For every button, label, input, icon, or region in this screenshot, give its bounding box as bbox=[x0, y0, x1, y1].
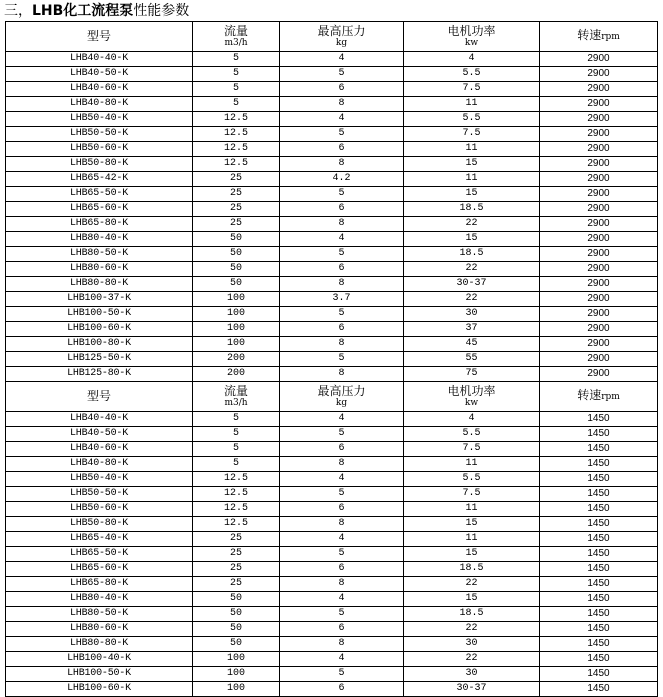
table-row bbox=[6, 667, 658, 682]
cell-model: LHB50-60-K bbox=[6, 142, 193, 157]
header-flow-unit: m3/h bbox=[224, 398, 248, 408]
cell-pressure: 8 bbox=[280, 157, 404, 172]
cell-model: LHB80-60-K bbox=[6, 622, 193, 637]
table-row bbox=[6, 157, 658, 172]
table-row bbox=[6, 562, 658, 577]
header-pressure-label: 最高压力 bbox=[317, 24, 366, 38]
cell-model: LHB65-50-K bbox=[6, 547, 193, 562]
cell-speed: 2900 bbox=[540, 112, 658, 127]
cell-flow: 100 bbox=[193, 667, 280, 682]
cell-flow: 12.5 bbox=[193, 472, 280, 487]
cell-model: LHB65-80-K bbox=[6, 217, 193, 232]
cell-power: 75 bbox=[404, 367, 540, 382]
cell-power: 18.5 bbox=[404, 607, 540, 622]
cell-speed: 2900 bbox=[540, 127, 658, 142]
header-pressure-unit: kg bbox=[335, 398, 348, 408]
cell-power: 5.5 bbox=[404, 112, 540, 127]
table-row bbox=[6, 487, 658, 502]
cell-model: LHB50-80-K bbox=[6, 517, 193, 532]
cell-model: LHB40-80-K bbox=[6, 457, 193, 472]
header-speed-unit: rpm bbox=[601, 32, 620, 42]
cell-flow: 50 bbox=[193, 262, 280, 277]
cell-pressure: 8 bbox=[280, 277, 404, 292]
cell-speed: 1450 bbox=[540, 427, 658, 442]
cell-speed: 1450 bbox=[540, 442, 658, 457]
cell-speed: 1450 bbox=[540, 637, 658, 652]
cell-pressure: 8 bbox=[280, 217, 404, 232]
cell-pressure: 6 bbox=[280, 502, 404, 517]
cell-pressure: 4 bbox=[280, 652, 404, 667]
cell-pressure: 6 bbox=[280, 682, 404, 697]
cell-flow: 25 bbox=[193, 217, 280, 232]
cell-power: 4 bbox=[404, 52, 540, 67]
cell-model: LHB100-60-K bbox=[6, 322, 193, 337]
cell-flow: 12.5 bbox=[193, 487, 280, 502]
table-row bbox=[6, 232, 658, 247]
cell-pressure: 6 bbox=[280, 562, 404, 577]
header-pressure-label: 最高压力 bbox=[317, 384, 366, 398]
cell-pressure: 4.2 bbox=[280, 172, 404, 187]
cell-model: LHB100-50-K bbox=[6, 667, 193, 682]
cell-speed: 2900 bbox=[540, 232, 658, 247]
cell-pressure: 4 bbox=[280, 232, 404, 247]
cell-power: 15 bbox=[404, 592, 540, 607]
cell-power: 18.5 bbox=[404, 202, 540, 217]
table-row bbox=[6, 442, 658, 457]
title-prefix: 三， bbox=[4, 3, 32, 19]
cell-power: 11 bbox=[404, 457, 540, 472]
cell-pressure: 5 bbox=[280, 67, 404, 82]
cell-speed: 2900 bbox=[540, 52, 658, 67]
cell-flow: 5 bbox=[193, 97, 280, 112]
cell-power: 4 bbox=[404, 412, 540, 427]
cell-model: LHB125-50-K bbox=[6, 352, 193, 367]
cell-power: 30-37 bbox=[404, 682, 540, 697]
cell-flow: 50 bbox=[193, 637, 280, 652]
cell-flow: 5 bbox=[193, 442, 280, 457]
cell-power: 7.5 bbox=[404, 127, 540, 142]
cell-model: LHB80-40-K bbox=[6, 592, 193, 607]
cell-model: LHB65-60-K bbox=[6, 202, 193, 217]
cell-power: 15 bbox=[404, 157, 540, 172]
cell-flow: 25 bbox=[193, 187, 280, 202]
header-speed-unit: rpm bbox=[601, 392, 620, 402]
cell-flow: 12.5 bbox=[193, 157, 280, 172]
cell-model: LHB65-80-K bbox=[6, 577, 193, 592]
table-row bbox=[6, 262, 658, 277]
table-row bbox=[6, 412, 658, 427]
header-power bbox=[404, 382, 540, 412]
cell-speed: 1450 bbox=[540, 667, 658, 682]
table-row bbox=[6, 202, 658, 217]
cell-model: LHB80-80-K bbox=[6, 277, 193, 292]
table-row bbox=[6, 322, 658, 337]
cell-pressure: 8 bbox=[280, 457, 404, 472]
cell-speed: 2900 bbox=[540, 187, 658, 202]
table-row bbox=[6, 427, 658, 442]
cell-power: 30-37 bbox=[404, 277, 540, 292]
title-suffix: 性能参数 bbox=[133, 3, 190, 19]
table-row bbox=[6, 142, 658, 157]
cell-power: 18.5 bbox=[404, 562, 540, 577]
cell-power: 30 bbox=[404, 667, 540, 682]
cell-speed: 1450 bbox=[540, 682, 658, 697]
cell-pressure: 5 bbox=[280, 547, 404, 562]
cell-speed: 2900 bbox=[540, 277, 658, 292]
cell-pressure: 6 bbox=[280, 622, 404, 637]
cell-power: 11 bbox=[404, 532, 540, 547]
cell-pressure: 4 bbox=[280, 52, 404, 67]
cell-model: LHB40-80-K bbox=[6, 97, 193, 112]
cell-flow: 25 bbox=[193, 547, 280, 562]
cell-model: LHB125-80-K bbox=[6, 367, 193, 382]
cell-flow: 50 bbox=[193, 277, 280, 292]
cell-pressure: 6 bbox=[280, 142, 404, 157]
table-row bbox=[6, 682, 658, 697]
cell-pressure: 8 bbox=[280, 367, 404, 382]
cell-power: 30 bbox=[404, 637, 540, 652]
cell-power: 5.5 bbox=[404, 427, 540, 442]
cell-model: LHB65-42-K bbox=[6, 172, 193, 187]
cell-power: 37 bbox=[404, 322, 540, 337]
cell-pressure: 8 bbox=[280, 637, 404, 652]
cell-pressure: 6 bbox=[280, 202, 404, 217]
table-row bbox=[6, 637, 658, 652]
header-speed-label: 转速 bbox=[577, 28, 602, 42]
cell-pressure: 4 bbox=[280, 592, 404, 607]
cell-speed: 1450 bbox=[540, 487, 658, 502]
table-row bbox=[6, 307, 658, 322]
cell-flow: 100 bbox=[193, 292, 280, 307]
cell-speed: 1450 bbox=[540, 532, 658, 547]
table-row bbox=[6, 67, 658, 82]
cell-flow: 50 bbox=[193, 247, 280, 262]
header-pressure bbox=[280, 382, 404, 412]
cell-pressure: 5 bbox=[280, 187, 404, 202]
cell-speed: 2900 bbox=[540, 262, 658, 277]
cell-flow: 12.5 bbox=[193, 502, 280, 517]
header-power-label: 电机功率 bbox=[447, 24, 496, 38]
cell-model: LHB50-80-K bbox=[6, 157, 193, 172]
cell-flow: 5 bbox=[193, 412, 280, 427]
cell-model: LHB65-60-K bbox=[6, 562, 193, 577]
header-speed-label: 转速 bbox=[577, 388, 602, 402]
cell-speed: 2900 bbox=[540, 97, 658, 112]
cell-power: 15 bbox=[404, 232, 540, 247]
cell-speed: 1450 bbox=[540, 562, 658, 577]
header-model bbox=[6, 22, 193, 52]
cell-model: LHB100-50-K bbox=[6, 307, 193, 322]
cell-model: LHB50-60-K bbox=[6, 502, 193, 517]
table-row bbox=[6, 127, 658, 142]
cell-flow: 100 bbox=[193, 682, 280, 697]
cell-flow: 25 bbox=[193, 202, 280, 217]
table-row bbox=[6, 187, 658, 202]
cell-flow: 50 bbox=[193, 607, 280, 622]
table-row bbox=[6, 52, 658, 67]
cell-pressure: 6 bbox=[280, 322, 404, 337]
header-power bbox=[404, 22, 540, 52]
cell-power: 55 bbox=[404, 352, 540, 367]
cell-pressure: 5 bbox=[280, 667, 404, 682]
cell-flow: 100 bbox=[193, 652, 280, 667]
cell-power: 7.5 bbox=[404, 82, 540, 97]
cell-pressure: 5 bbox=[280, 427, 404, 442]
cell-power: 22 bbox=[404, 217, 540, 232]
cell-model: LHB65-50-K bbox=[6, 187, 193, 202]
cell-flow: 200 bbox=[193, 352, 280, 367]
cell-power: 30 bbox=[404, 307, 540, 322]
table-row bbox=[6, 352, 658, 367]
header-power-unit: kw bbox=[464, 38, 479, 48]
cell-flow: 5 bbox=[193, 67, 280, 82]
cell-flow: 12.5 bbox=[193, 517, 280, 532]
cell-power: 22 bbox=[404, 577, 540, 592]
cell-power: 45 bbox=[404, 337, 540, 352]
page-title bbox=[4, 1, 189, 21]
table-row bbox=[6, 82, 658, 97]
cell-speed: 1450 bbox=[540, 622, 658, 637]
cell-flow: 5 bbox=[193, 82, 280, 97]
header-model bbox=[6, 382, 193, 412]
cell-power: 15 bbox=[404, 517, 540, 532]
table-row bbox=[6, 337, 658, 352]
cell-pressure: 3.7 bbox=[280, 292, 404, 307]
table-row bbox=[6, 532, 658, 547]
cell-model: LHB40-40-K bbox=[6, 412, 193, 427]
cell-power: 5.5 bbox=[404, 67, 540, 82]
cell-pressure: 6 bbox=[280, 262, 404, 277]
table-row bbox=[6, 97, 658, 112]
cell-pressure: 5 bbox=[280, 487, 404, 502]
table-row bbox=[6, 457, 658, 472]
cell-pressure: 4 bbox=[280, 412, 404, 427]
cell-power: 11 bbox=[404, 97, 540, 112]
cell-power: 22 bbox=[404, 622, 540, 637]
cell-model: LHB40-40-K bbox=[6, 52, 193, 67]
table-row bbox=[6, 172, 658, 187]
cell-speed: 2900 bbox=[540, 142, 658, 157]
header-flow-unit: m3/h bbox=[224, 38, 248, 48]
cell-flow: 5 bbox=[193, 427, 280, 442]
table-row bbox=[6, 652, 658, 667]
cell-model: LHB50-50-K bbox=[6, 127, 193, 142]
cell-power: 7.5 bbox=[404, 442, 540, 457]
title-bold: LHB化工流程泵 bbox=[32, 3, 134, 19]
cell-flow: 25 bbox=[193, 562, 280, 577]
cell-speed: 1450 bbox=[540, 592, 658, 607]
cell-flow: 100 bbox=[193, 337, 280, 352]
cell-power: 5.5 bbox=[404, 472, 540, 487]
table-row bbox=[6, 622, 658, 637]
cell-flow: 100 bbox=[193, 307, 280, 322]
cell-speed: 2900 bbox=[540, 67, 658, 82]
cell-speed: 2900 bbox=[540, 172, 658, 187]
cell-speed: 1450 bbox=[540, 472, 658, 487]
header-model-label: 型号 bbox=[86, 29, 111, 43]
cell-speed: 2900 bbox=[540, 82, 658, 97]
cell-speed: 1450 bbox=[540, 547, 658, 562]
table-row bbox=[6, 292, 658, 307]
cell-pressure: 5 bbox=[280, 607, 404, 622]
table-row bbox=[6, 592, 658, 607]
cell-speed: 2900 bbox=[540, 322, 658, 337]
cell-speed: 1450 bbox=[540, 517, 658, 532]
cell-speed: 1450 bbox=[540, 412, 658, 427]
header-power-label: 电机功率 bbox=[447, 384, 496, 398]
header-flow-label: 流量 bbox=[223, 384, 248, 398]
cell-model: LHB50-40-K bbox=[6, 112, 193, 127]
cell-flow: 200 bbox=[193, 367, 280, 382]
header-flow bbox=[193, 22, 280, 52]
cell-speed: 1450 bbox=[540, 607, 658, 622]
cell-pressure: 8 bbox=[280, 97, 404, 112]
cell-pressure: 4 bbox=[280, 112, 404, 127]
table-row bbox=[6, 367, 658, 382]
cell-flow: 50 bbox=[193, 232, 280, 247]
cell-flow: 12.5 bbox=[193, 112, 280, 127]
cell-speed: 2900 bbox=[540, 157, 658, 172]
cell-flow: 25 bbox=[193, 172, 280, 187]
cell-speed: 2900 bbox=[540, 217, 658, 232]
cell-speed: 1450 bbox=[540, 577, 658, 592]
table-row bbox=[6, 247, 658, 262]
cell-model: LHB80-50-K bbox=[6, 607, 193, 622]
header-flow bbox=[193, 382, 280, 412]
cell-model: LHB50-50-K bbox=[6, 487, 193, 502]
header-row bbox=[6, 22, 658, 52]
cell-power: 22 bbox=[404, 292, 540, 307]
table-row bbox=[6, 217, 658, 232]
cell-model: LHB100-37-K bbox=[6, 292, 193, 307]
table-row bbox=[6, 607, 658, 622]
table-row bbox=[6, 472, 658, 487]
cell-speed: 2900 bbox=[540, 247, 658, 262]
cell-power: 11 bbox=[404, 172, 540, 187]
cell-speed: 2900 bbox=[540, 202, 658, 217]
cell-power: 22 bbox=[404, 262, 540, 277]
header-power-unit: kw bbox=[464, 398, 479, 408]
cell-flow: 5 bbox=[193, 457, 280, 472]
cell-power: 15 bbox=[404, 187, 540, 202]
cell-flow: 12.5 bbox=[193, 127, 280, 142]
cell-pressure: 8 bbox=[280, 337, 404, 352]
cell-model: LHB100-60-K bbox=[6, 682, 193, 697]
header-speed bbox=[540, 382, 658, 412]
cell-speed: 1450 bbox=[540, 652, 658, 667]
cell-model: LHB80-50-K bbox=[6, 247, 193, 262]
cell-model: LHB40-60-K bbox=[6, 442, 193, 457]
table-row bbox=[6, 112, 658, 127]
table-row bbox=[6, 547, 658, 562]
cell-power: 11 bbox=[404, 142, 540, 157]
cell-pressure: 6 bbox=[280, 82, 404, 97]
cell-power: 7.5 bbox=[404, 487, 540, 502]
header-speed bbox=[540, 22, 658, 52]
cell-model: LHB80-40-K bbox=[6, 232, 193, 247]
cell-pressure: 8 bbox=[280, 517, 404, 532]
cell-speed: 2900 bbox=[540, 367, 658, 382]
cell-speed: 1450 bbox=[540, 502, 658, 517]
table-row bbox=[6, 502, 658, 517]
cell-flow: 50 bbox=[193, 592, 280, 607]
header-pressure-unit: kg bbox=[335, 38, 348, 48]
cell-pressure: 5 bbox=[280, 352, 404, 367]
cell-speed: 2900 bbox=[540, 337, 658, 352]
cell-power: 15 bbox=[404, 547, 540, 562]
table-row bbox=[6, 277, 658, 292]
cell-pressure: 6 bbox=[280, 442, 404, 457]
cell-pressure: 5 bbox=[280, 127, 404, 142]
cell-speed: 2900 bbox=[540, 292, 658, 307]
header-row bbox=[6, 382, 658, 412]
cell-model: LHB40-50-K bbox=[6, 427, 193, 442]
cell-pressure: 5 bbox=[280, 307, 404, 322]
cell-pressure: 4 bbox=[280, 472, 404, 487]
cell-pressure: 5 bbox=[280, 247, 404, 262]
cell-pressure: 4 bbox=[280, 532, 404, 547]
cell-speed: 2900 bbox=[540, 307, 658, 322]
header-pressure bbox=[280, 22, 404, 52]
cell-flow: 12.5 bbox=[193, 142, 280, 157]
cell-flow: 100 bbox=[193, 322, 280, 337]
table-row bbox=[6, 517, 658, 532]
cell-speed: 1450 bbox=[540, 457, 658, 472]
cell-speed: 2900 bbox=[540, 352, 658, 367]
cell-flow: 25 bbox=[193, 577, 280, 592]
cell-model: LHB80-60-K bbox=[6, 262, 193, 277]
table-row bbox=[6, 577, 658, 592]
cell-power: 11 bbox=[404, 502, 540, 517]
cell-power: 22 bbox=[404, 652, 540, 667]
cell-flow: 25 bbox=[193, 532, 280, 547]
cell-model: LHB40-50-K bbox=[6, 67, 193, 82]
pump-spec-table bbox=[5, 21, 658, 697]
cell-model: LHB100-40-K bbox=[6, 652, 193, 667]
cell-model: LHB80-80-K bbox=[6, 637, 193, 652]
cell-model: LHB100-80-K bbox=[6, 337, 193, 352]
header-flow-label: 流量 bbox=[223, 24, 248, 38]
cell-flow: 50 bbox=[193, 622, 280, 637]
header-model-label: 型号 bbox=[86, 389, 111, 403]
cell-model: LHB65-40-K bbox=[6, 532, 193, 547]
cell-model: LHB40-60-K bbox=[6, 82, 193, 97]
cell-power: 18.5 bbox=[404, 247, 540, 262]
cell-flow: 5 bbox=[193, 52, 280, 67]
cell-model: LHB50-40-K bbox=[6, 472, 193, 487]
cell-pressure: 8 bbox=[280, 577, 404, 592]
